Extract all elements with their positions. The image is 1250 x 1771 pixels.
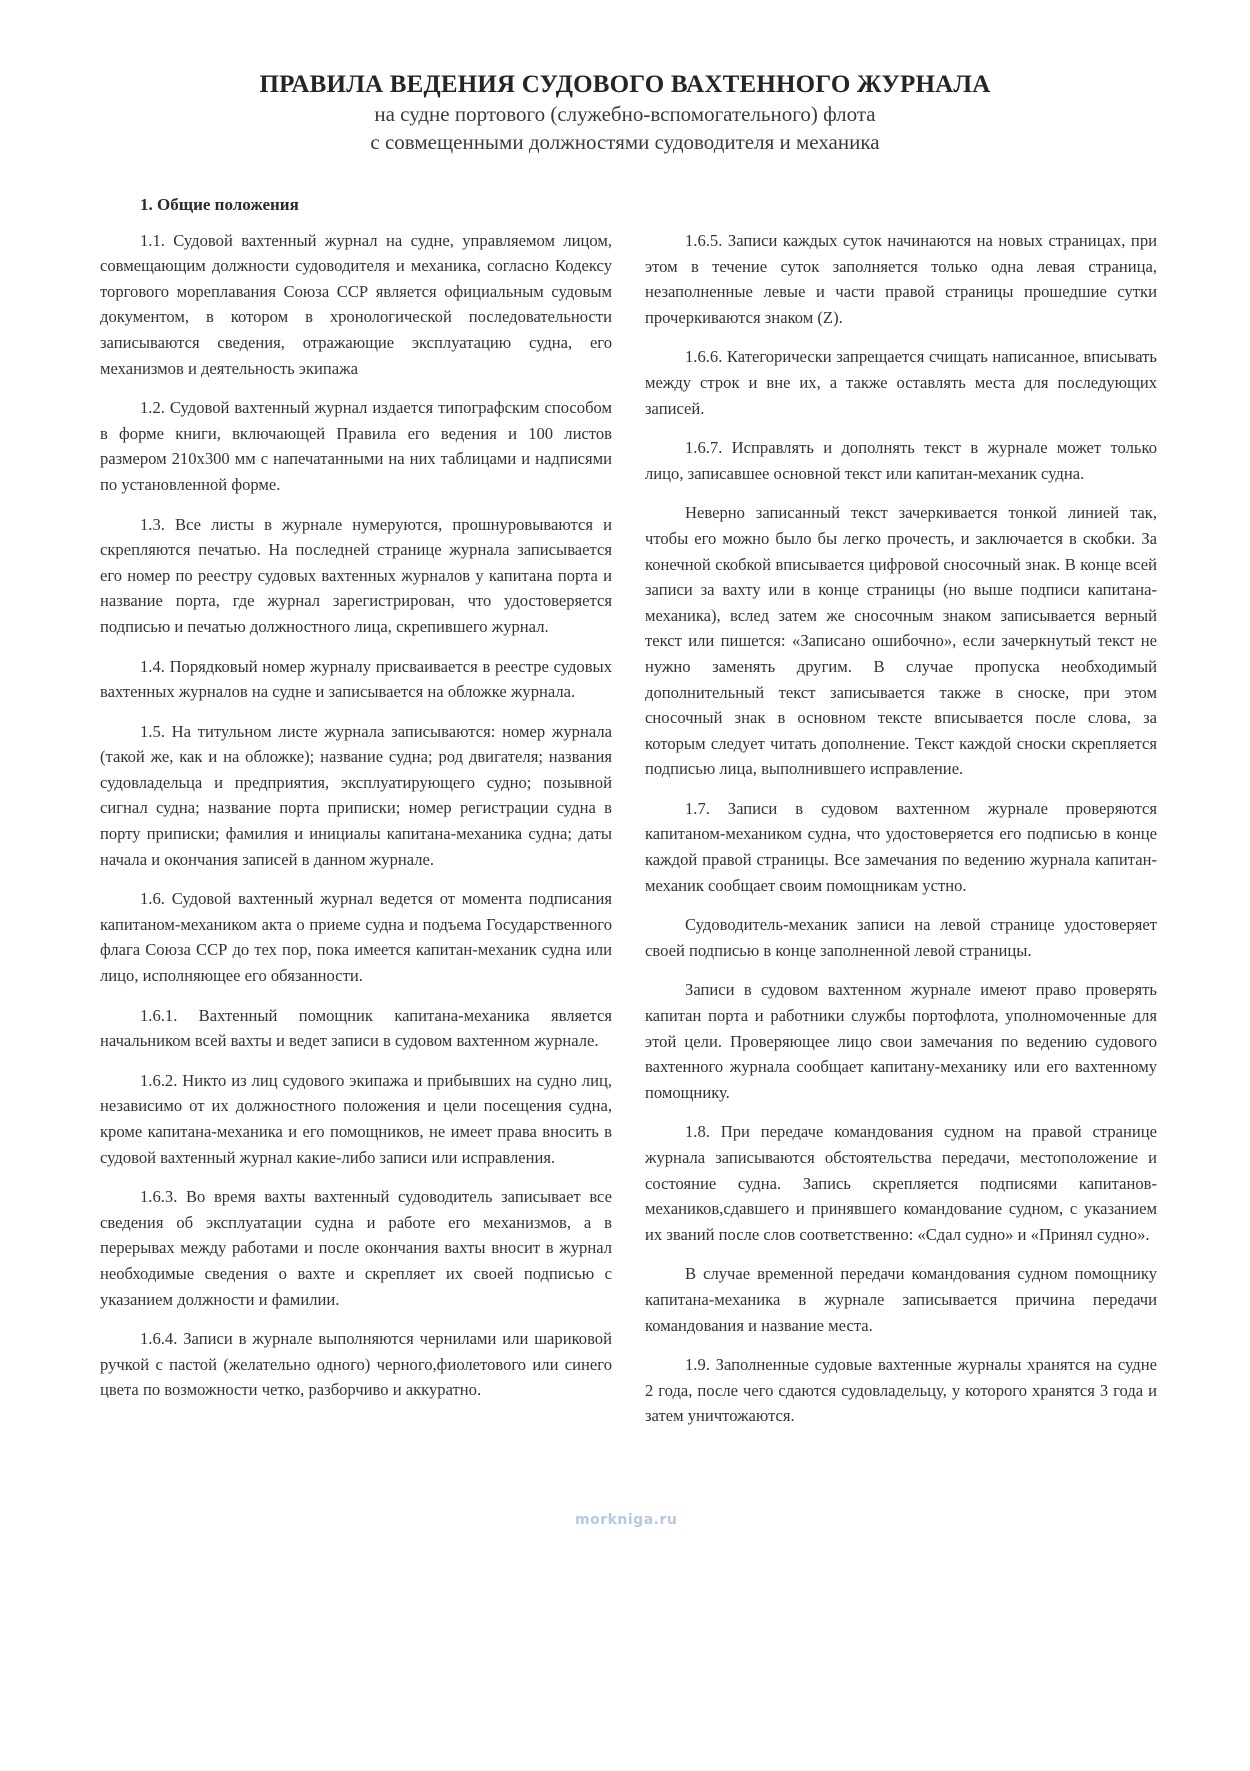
paragraph-1-6-3: 1.6.3. Во время вахты вахтенный судоводитель записывает все сведения об эксплуатации судна и работе его механизмов, а в перерывах между работами и после окончания вахты вносит в журнал необходимые сведения о вахте и скрепляет их своей подписью с указанием должности и фамилии. [100,1187,612,1309]
section-heading: 1. Общие положения [140,195,299,214]
paragraph-temporary-transfer: В случае временной передачи командования судном помощнику капитана-механика в журнале записывается причина передачи командования и название места. [645,1264,1157,1335]
paragraph-1-3: 1.3. Все листы в журнале нумеруются, прошнуровываются и скрепляются печатью. На последней странице журнала записывается его номер по реестру судовых вахтенных журналов у капитана порта и название порта, где журнал зарегистрирован, что удостоверяется подписью и печатью должностного лица, скрепившего журнал. [100,514,612,636]
watermark: morkniga.ru [575,1512,678,1528]
paragraph-1-7: 1.7. Записи в судовом вахтенном журнале проверяются капитаном-механиком судна, что удостоверяется его подписью в конце каждой правой страницы. Все замечания по ведению журнала капитан-механик сообщает своим помощникам устно. [645,798,1157,895]
paragraph-1-4: 1.4. Порядковый номер журналу присваивается в реестре судовых вахтенных журналов на судне и записывается на обложке журнала. [100,656,612,702]
paragraph-1-6: 1.6. Судовой вахтенный журнал ведется от момента подписания капитаном-механиком акта о приеме судна и подъема Государственного флага Союза ССР до тех пор, пока имеется капитан-механик судна или лицо, исполняющее его обязанности. [100,889,612,986]
paragraph-1-2: 1.2. Судовой вахтенный журнал издается типографским способом в форме книги, включающей Правила его ведения и 100 листов размером 210x300 мм с напечатанными на них таблицами и надписями по установленной форме. [100,398,612,494]
paragraph-1-6-7: 1.6.7. Исправлять и дополнять текст в журнале может только лицо, записавшее основной текст или капитан-механик судна. [645,438,1157,483]
paragraph-1-6-5: 1.6.5. Записи каждых суток начинаются на новых страницах, при этом в течение суток заполняется только одна левая страница, незаполненные левые и части правой страницы прошедшие сутки прочеркиваются знаком (Z). [645,231,1157,327]
left-column [100,192,612,1417]
paragraph-1-6-4: 1.6.4. Записи в журнале выполняются чернилами или шариковой ручкой с пастой (желательно одного) черного,фиолетового или синего цвета по возможности четко, разборчиво и аккуратно. [100,1329,612,1400]
document-header [0,70,1250,156]
document-subtitle-line-1: на судне портового (служебно-вспомогательного) флота [374,102,876,126]
paragraph-1-6-2: 1.6.2. Никто из лиц судового экипажа и прибывших на судно лиц, независимо от их должностного положения и цели посещения судна, кроме капитана-механика и его помощников, не имеет права вносить в судовой вахтенный журнал какие-либо записи или исправления. [100,1070,612,1167]
paragraph-corrections: Неверно записанный текст зачеркивается тонкой линией так, чтобы его можно было бы легко прочесть, и заключается в скобки. За конечной скобкой вписывается цифровой сносочный знак. В конце всей записи за вахту или в конце страницы (но выше подписи капитана-механика), вслед затем же сносочным знаком записывается верный текст или пишется: «Записано ошибочно», если зачеркнутый текст не нужно заменять другим. В случае пропуска необходимый дополнительный текст записывается также в сноске, при этом сносочный знак в основном тексте вписывается после слова, за которым следует читать дополнение. Текст каждой сноски скрепляется подписью лица, выполнившего исправление. [645,503,1157,779]
right-column [645,228,1157,1443]
paragraph-1-8: 1.8. При передаче командования судном на правой странице журнала записываются обстоятельства передачи, местоположение и состояние судна. Запись скрепляется подписями капитанов-механиков,сдавшего и принявшего командование судном, с указанием их званий после слов соответственно: «Сдал судно» и «Принял судно». [645,1122,1157,1244]
paragraph-1-6-6: 1.6.6. Категорически запрещается счищать написанное, вписывать между строк и вне их, а также оставлять места для последующих записей. [645,347,1157,418]
document-title: ПРАВИЛА ВЕДЕНИЯ СУДОВОГО ВАХТЕННОГО ЖУРНАЛА [259,71,991,98]
paragraph-left-page-signature: Судоводитель-механик записи на левой странице удостоверяет своей подписью в конце заполненной левой страницы. [645,915,1157,960]
paragraph-1-1: 1.1. Судовой вахтенный журнал на судне, управляемом лицом, совмещающим должности судоводителя и механика, согласно Кодексу торгового мореплавания Союза ССР является официальным судовым документом, в котором в хронологической последовательности записываются сведения, отражающие эксплуатацию судна, его механизмов и деятельность экипажа [100,230,612,378]
document-subtitle-line-2: с совмещенными должностями судоводителя и механика [370,130,880,154]
paragraph-1-6-1: 1.6.1. Вахтенный помощник капитана-механика является начальником всей вахты и ведет записи в судовом вахтенном журнале. [100,1005,612,1051]
paragraph-1-9: 1.9. Заполненные судовые вахтенные журналы хранятся на судне 2 года, после чего сдаются судовладельцу, у которого хранятся 3 года и затем уничтожаются. [645,1355,1157,1426]
paragraph-inspection: Записи в судовом вахтенном журнале имеют право проверять капитан порта и работники службы портофлота, уполномоченные для этой цели. Проверяющее лицо свои замечания по ведению судового вахтенного журнала сообщает капитану-механику или его вахтенному помощнику. [645,980,1157,1102]
paragraph-1-5: 1.5. На титульном листе журнала записываются: номер журнала (такой же, как и на обложке); название судна; род двигателя; названия судовладельца и предприятия, эксплуатирующего судно; позывной сигнал судна; название порта приписки; номер регистрации судна в порту приписки; фамилия и инициалы капитана-механика судна; даты начала и окончания записей в данном журнале. [100,721,612,869]
